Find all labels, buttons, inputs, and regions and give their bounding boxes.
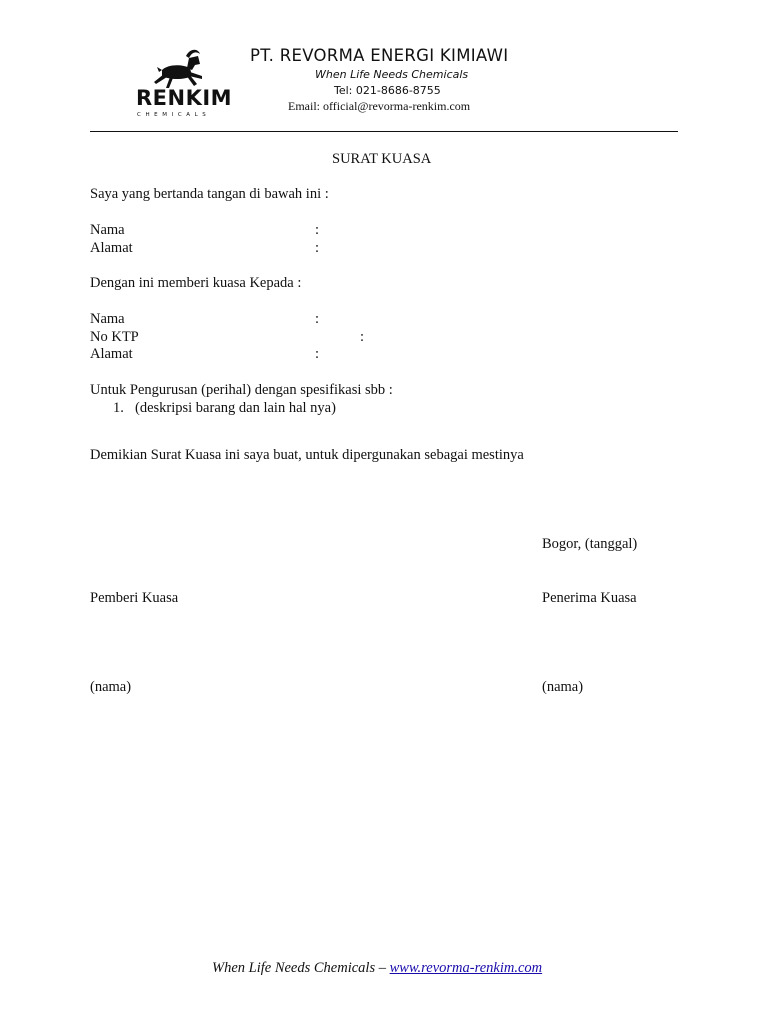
grantor-name-colon: : [315, 222, 320, 238]
footer-tagline: When Life Needs Chemicals – [212, 960, 390, 976]
grantee-signature-name: (nama) [542, 679, 584, 695]
grantee-signature-label: Penerima Kuasa [542, 590, 637, 606]
grantor-signature-name: (nama) [90, 679, 132, 695]
purpose-text: Untuk Pengurusan (perihal) dengan spesifikasi sbb : [90, 382, 393, 398]
grantee-address-label: Alamat [90, 346, 133, 362]
list-item-text: (deskripsi barang dan lain hal nya) [135, 400, 336, 416]
intro-text: Saya yang bertanda tangan di bawah ini : [90, 186, 329, 202]
closing-text: Demikian Surat Kuasa ini saya buat, untuk dipergunakan sebagai mestinya [90, 447, 524, 463]
grantee-ktp-colon: : [360, 329, 365, 345]
footer-website-link[interactable]: www.revorma-renkim.com [389, 960, 543, 976]
grantee-ktp-label: No KTP [90, 329, 139, 345]
company-name: PT. REVORMA ENERGI KIMIAWI [250, 46, 509, 65]
company-tagline: When Life Needs Chemicals [315, 68, 469, 81]
company-email: Email: official@revorma-renkim.com [288, 99, 471, 113]
grantee-address-colon: : [315, 346, 320, 362]
grantor-name-label: Nama [90, 222, 125, 238]
grantee-name-label: Nama [90, 311, 125, 327]
header-divider [90, 131, 678, 132]
list-item-number: 1. [113, 400, 124, 416]
company-tel: Tel: 021-8686-8755 [334, 84, 441, 97]
document-title: SURAT KUASA [332, 151, 432, 167]
footer [212, 960, 542, 977]
grantor-signature-label: Pemberi Kuasa [90, 590, 179, 606]
grantor-address-colon: : [315, 240, 320, 256]
grantee-name-colon: : [315, 311, 320, 327]
logo-subtitle: CHEMICALS [137, 112, 211, 118]
place-date: Bogor, (tanggal) [542, 536, 638, 552]
goat-icon [132, 46, 224, 90]
company-logo [132, 46, 224, 122]
logo-wordmark: RENKIM [136, 86, 233, 110]
grant-text: Dengan ini memberi kuasa Kepada : [90, 275, 302, 291]
grantor-address-label: Alamat [90, 240, 133, 256]
